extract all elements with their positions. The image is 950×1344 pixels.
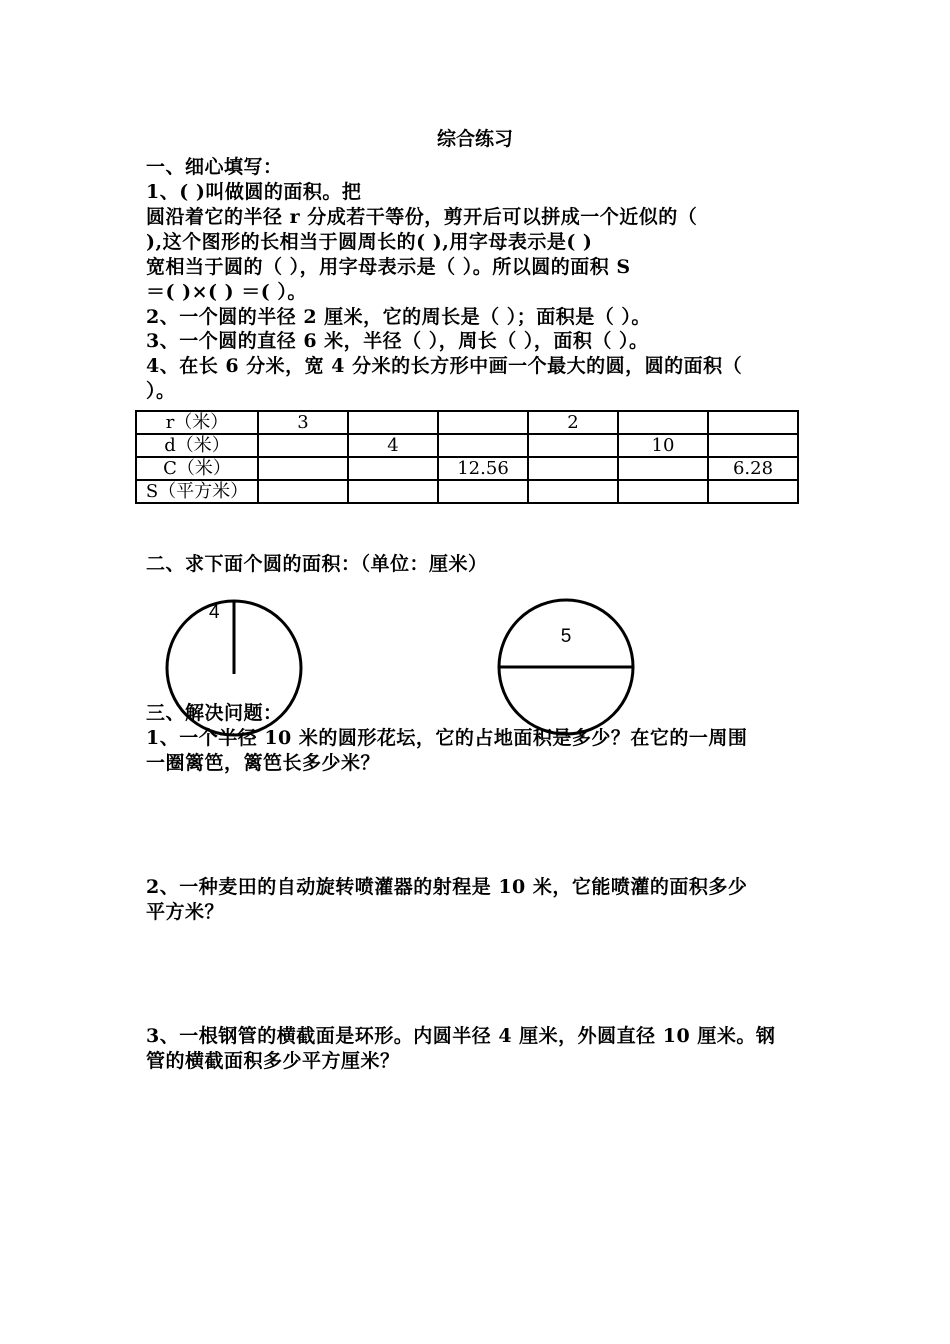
radius-label: 4 <box>209 602 220 623</box>
section2-heading: 二、求下面个圆的面积：（单位：厘米） <box>146 553 488 575</box>
table-cell <box>258 434 348 457</box>
table-cell: 4 <box>348 434 438 457</box>
table-cell <box>258 457 348 480</box>
table-cell: 12.56 <box>438 457 528 480</box>
table-cell <box>348 480 438 503</box>
table-cell: 2 <box>528 411 618 434</box>
table-cell: 10 <box>618 434 708 457</box>
table-cell <box>438 480 528 503</box>
problem1-line-1: 1、一个半径 10 米的圆形花坛，它的占地面积是多少？在它的一周围 <box>146 727 748 749</box>
problem2-line-1: 2、一种麦田的自动旋转喷灌器的射程是 10 米，它能喷灌的面积多少 <box>146 876 748 898</box>
table-cell <box>528 457 618 480</box>
table-row <box>136 411 798 434</box>
table-row <box>136 480 798 503</box>
row-label-s: S（平方米） <box>136 480 258 503</box>
table-row <box>136 434 798 457</box>
q1-line-2: 圆沿着它的半径 r 分成若干等份，剪开后可以拼成一个近似的（ <box>146 206 698 228</box>
section3-heading: 三、解决问题： <box>146 702 283 724</box>
q2-line: 2、一个圆的半径 2 厘米，它的周长是（ ）；面积是（ ）。 <box>146 306 651 328</box>
problem2-line-2: 平方米？ <box>146 901 225 923</box>
problem1-line-2: 一圈篱笆，篱笆长多少米？ <box>146 752 381 774</box>
q1-line-4: 宽相当于圆的（ ），用字母表示是（ ）。所以圆的面积 S <box>146 256 631 278</box>
q4-line-1: 4、在长 6 分米，宽 4 分米的长方形中画一个最大的圆，圆的面积（ <box>146 355 743 377</box>
diameter-label: 5 <box>560 626 572 647</box>
q1-line-5: ＝( )×( ) ＝( ）。 <box>146 281 307 303</box>
problem3-line-2: 管的横截面积多少平方厘米？ <box>146 1050 400 1072</box>
circle-diameter-figure <box>497 598 637 738</box>
table-cell: 3 <box>258 411 348 434</box>
table-row <box>136 457 798 480</box>
table-cell <box>708 411 798 434</box>
table-cell <box>438 411 528 434</box>
row-label-r: r（米） <box>136 411 258 434</box>
q1-line-3: ),这个图形的长相当于圆周长的( ),用字母表示是( ) <box>146 231 593 253</box>
table-cell <box>618 480 708 503</box>
table-cell <box>528 480 618 503</box>
table-cell <box>708 480 798 503</box>
table-cell: 6.28 <box>708 457 798 480</box>
q3-line: 3、一个圆的直径 6 米，半径（ ），周长（ ），面积（ ）。 <box>146 330 649 352</box>
table-cell <box>348 457 438 480</box>
table-cell <box>348 411 438 434</box>
table-cell <box>258 480 348 503</box>
table-cell <box>618 457 708 480</box>
row-label-d: d（米） <box>136 434 258 457</box>
q1-line-1: 1、( )叫做圆的面积。把 <box>146 181 362 203</box>
q4-line-2: ）。 <box>146 380 176 402</box>
table-cell <box>438 434 528 457</box>
problem3-line-1: 3、一根钢管的横截面是环形。内圆半径 4 厘米，外圆直径 10 厘米。钢 <box>146 1025 776 1047</box>
table-cell <box>708 434 798 457</box>
table-cell <box>528 434 618 457</box>
page-title: 综合练习 <box>436 128 513 150</box>
table-cell <box>618 411 708 434</box>
circle-table <box>135 410 799 504</box>
section1-heading: 一、细心填写： <box>146 156 283 178</box>
row-label-c: C（米） <box>136 457 258 480</box>
